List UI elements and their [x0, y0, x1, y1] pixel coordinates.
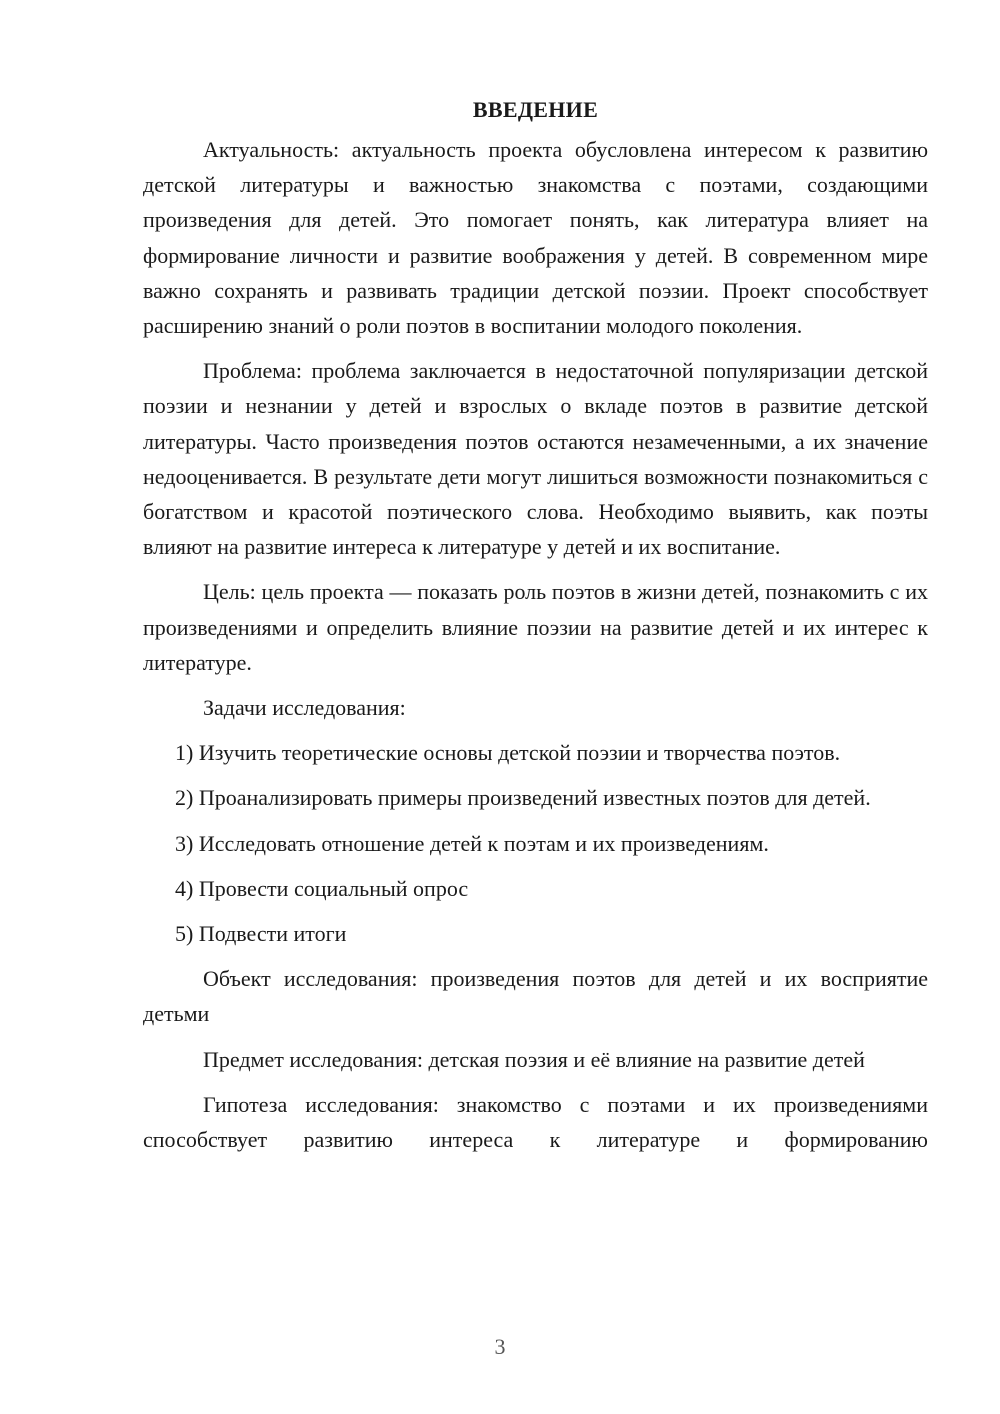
list-item: 1) Изучить теоретические основы детской поэзии и творчества поэтов.	[175, 740, 841, 766]
paragraph-hypothesis: Гипотеза исследования: знакомство с поэтами и их произведениями способствует развитию интереса к литературе и формированию	[143, 1091, 928, 1153]
document-page	[143, 92, 928, 1167]
paragraph-object: Объект исследования: произведения поэтов для детей и их восприятие детьми	[143, 966, 928, 1027]
paragraph-subject: Предмет исследования: детская поэзия и её влияние на развитие детей	[203, 1046, 865, 1072]
tasks-list	[143, 735, 928, 951]
list-item: 4) Провести социальный опрос	[175, 875, 469, 901]
list-item: 5) Подвести итоги	[175, 921, 347, 947]
page-title: ВВЕДЕНИЕ	[472, 97, 599, 122]
paragraph-relevance: Актуальность: актуальность проекта обусловлена интересом к развитию детской литературы и важностью знакомства с поэтами, создающими произведения для детей. Это помогает понять, как литература влияет на формирование личности и развитие воображения у детей. В современном мире важно сохранять и развивать традиции детской поэзии. Проект способствует расширению знаний о роли поэтов в воспитании молодого поколения.	[143, 137, 928, 339]
paragraph-problem: Проблема: проблема заключается в недостаточной популяризации детской поэзии и незнании у детей и взрослых о вкладе поэтов в развитие детской литературы. Часто произведения поэтов остаются незамеченными, а их значение недооценивается. В результате дети могут лишиться возможности познакомиться с богатством и красотой поэтического слова. Необходимо выявить, как поэты влияют на развитие интереса к литературе у детей и их воспитание.	[143, 358, 928, 560]
paragraph-goal: Цель: цель проекта — показать роль поэтов в жизни детей, познакомить с их произведениями и определить влияние поэзии на развитие детей и их интерес к литературе.	[143, 579, 928, 675]
tasks-heading: Задачи исследования:	[203, 695, 406, 721]
list-item: 3) Исследовать отношение детей к поэтам и их произведениям.	[175, 830, 769, 856]
page-number: 3	[494, 1334, 506, 1359]
list-item: 2) Проанализировать примеры произведений известных поэтов для детей.	[175, 785, 871, 811]
